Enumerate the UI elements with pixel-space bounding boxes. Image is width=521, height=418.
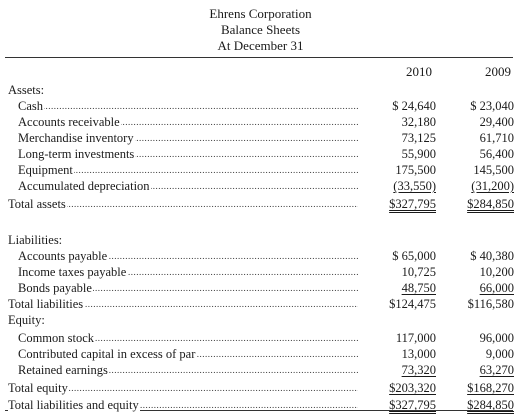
value-2010-text: $203,320 bbox=[389, 381, 436, 395]
row-label bbox=[18, 248, 358, 264]
row-label bbox=[18, 362, 358, 378]
statement-row bbox=[0, 214, 521, 230]
row-label-text: Equity: bbox=[8, 313, 45, 327]
statement-row bbox=[0, 162, 521, 178]
row-label bbox=[8, 380, 358, 396]
value-2010 bbox=[358, 248, 436, 264]
value-2010 bbox=[358, 362, 436, 378]
value-2009-text: $ 23,040 bbox=[470, 99, 514, 113]
row-label-text: Merchandise inventory bbox=[18, 131, 134, 145]
row-label bbox=[18, 146, 358, 162]
row-label-text: Accumulated depreciation bbox=[18, 179, 150, 193]
statement-row bbox=[0, 196, 521, 212]
statement-row bbox=[0, 232, 521, 248]
value-2009 bbox=[440, 346, 514, 362]
value-2010 bbox=[358, 98, 436, 114]
row-label bbox=[8, 196, 358, 212]
value-2010-text: $327,795 bbox=[389, 197, 436, 211]
value-2009 bbox=[440, 146, 514, 162]
statement-row bbox=[0, 312, 521, 328]
value-2010 bbox=[358, 114, 436, 130]
value-2009 bbox=[440, 362, 514, 378]
value-2009-text: 61,710 bbox=[479, 131, 514, 145]
row-label bbox=[8, 82, 358, 98]
value-2009 bbox=[440, 196, 514, 212]
statement-row bbox=[0, 98, 521, 114]
value-2009-text: 63,270 bbox=[479, 363, 514, 377]
statement-row bbox=[0, 296, 521, 312]
value-2010-text: 32,180 bbox=[401, 115, 436, 129]
value-2010 bbox=[358, 196, 436, 212]
value-2010 bbox=[358, 178, 436, 194]
value-2009-text: 9,000 bbox=[485, 347, 514, 361]
row-label-text: Contributed capital in excess of par bbox=[18, 347, 196, 361]
value-2009 bbox=[440, 114, 514, 130]
statement-row bbox=[0, 330, 521, 346]
row-label bbox=[18, 178, 358, 194]
value-2009 bbox=[440, 130, 514, 146]
row-label bbox=[18, 98, 358, 114]
value-2009-text: (31,200) bbox=[471, 179, 514, 193]
company-name: Ehrens Corporation bbox=[209, 6, 312, 21]
value-2010-text: 175,500 bbox=[395, 163, 436, 177]
value-2009-text: 29,400 bbox=[479, 115, 514, 129]
row-label-text bbox=[8, 215, 9, 229]
value-2010 bbox=[358, 380, 436, 396]
column-header-2010: 2010 bbox=[406, 64, 432, 79]
row-label bbox=[18, 114, 358, 130]
value-2009 bbox=[440, 178, 514, 194]
statement-row bbox=[0, 280, 521, 296]
value-2009 bbox=[440, 162, 514, 178]
row-label-text: Retained earnings bbox=[18, 363, 108, 377]
row-label-text: Total liabilities and equity bbox=[8, 398, 139, 412]
row-label-text: Accounts payable bbox=[18, 249, 108, 263]
value-2009-text: $284,850 bbox=[467, 197, 514, 211]
value-2010 bbox=[358, 146, 436, 162]
value-2010 bbox=[358, 296, 436, 312]
value-2009-text: 96,000 bbox=[479, 331, 514, 345]
statement-row bbox=[0, 264, 521, 280]
row-label-text: Common stock bbox=[18, 331, 95, 345]
value-2010-text: $327,795 bbox=[389, 398, 436, 412]
row-label bbox=[8, 296, 358, 312]
value-2010 bbox=[358, 330, 436, 346]
value-2010 bbox=[358, 162, 436, 178]
row-label-text: Long-term investments bbox=[18, 147, 135, 161]
row-label-text: Equipment bbox=[18, 163, 73, 177]
statement-row bbox=[0, 380, 521, 396]
value-2010-text: 13,000 bbox=[401, 347, 436, 361]
row-label-text: Cash bbox=[18, 99, 43, 113]
value-2009 bbox=[440, 264, 514, 280]
value-2010-text: 73,125 bbox=[401, 131, 436, 145]
value-2010-text: $ 24,640 bbox=[392, 99, 436, 113]
value-2010-text: 55,900 bbox=[401, 147, 436, 161]
statement-row bbox=[0, 82, 521, 98]
value-2009 bbox=[440, 98, 514, 114]
value-2010-text: 10,725 bbox=[401, 265, 436, 279]
row-label bbox=[18, 280, 358, 296]
row-label-text: Total liabilities bbox=[8, 297, 84, 311]
row-label-text: Income taxes payable bbox=[18, 265, 127, 279]
statement-row bbox=[0, 346, 521, 362]
value-2010-text: 48,750 bbox=[401, 281, 436, 295]
statement-row bbox=[0, 248, 521, 264]
row-label bbox=[8, 214, 358, 230]
statement-title: Balance Sheets bbox=[220, 22, 301, 37]
statement-row bbox=[0, 178, 521, 194]
row-label bbox=[8, 312, 358, 328]
statement-date: At December 31 bbox=[217, 38, 304, 53]
row-label-text: Bonds payable bbox=[18, 281, 92, 295]
value-2009-text: $ 40,380 bbox=[470, 249, 514, 263]
value-2009-text: $168,270 bbox=[467, 381, 514, 395]
column-header-2009: 2009 bbox=[485, 64, 511, 79]
row-label bbox=[8, 232, 358, 248]
value-2010-text: (33,550) bbox=[393, 179, 436, 193]
value-2009-text: 56,400 bbox=[479, 147, 514, 161]
statement-row bbox=[0, 114, 521, 130]
value-2009-text: 10,200 bbox=[479, 265, 514, 279]
row-label-text: Liabilities: bbox=[8, 233, 63, 247]
statement-row bbox=[0, 362, 521, 378]
value-2010 bbox=[358, 264, 436, 280]
value-2009-text: 66,000 bbox=[479, 281, 514, 295]
value-2010 bbox=[358, 346, 436, 362]
value-2010 bbox=[358, 280, 436, 296]
row-label-text: Accounts receivable bbox=[18, 115, 120, 129]
statement-row bbox=[0, 146, 521, 162]
row-label-text: Total assets bbox=[8, 197, 66, 211]
value-2010 bbox=[358, 130, 436, 146]
value-2009-text: 145,500 bbox=[473, 163, 514, 177]
statement-row bbox=[0, 130, 521, 146]
value-2009-text: $284,850 bbox=[467, 398, 514, 412]
row-label-text: Assets: bbox=[8, 83, 45, 97]
value-2009 bbox=[440, 248, 514, 264]
value-2010-text: $ 65,000 bbox=[392, 249, 436, 263]
value-2009 bbox=[440, 280, 514, 296]
header-rule bbox=[5, 57, 513, 58]
row-label bbox=[18, 346, 358, 362]
row-label bbox=[18, 330, 358, 346]
row-label-text: Total equity bbox=[8, 381, 68, 395]
row-label bbox=[18, 264, 358, 280]
row-label bbox=[18, 130, 358, 146]
value-2009 bbox=[440, 380, 514, 396]
value-2009 bbox=[440, 330, 514, 346]
value-2009 bbox=[440, 296, 514, 312]
value-2010-text: 117,000 bbox=[395, 331, 436, 345]
value-2010-text: 73,320 bbox=[401, 363, 436, 377]
value-2009-text: $116,580 bbox=[467, 297, 514, 311]
row-label bbox=[18, 162, 358, 178]
value-2010-text: $124,475 bbox=[389, 297, 436, 311]
